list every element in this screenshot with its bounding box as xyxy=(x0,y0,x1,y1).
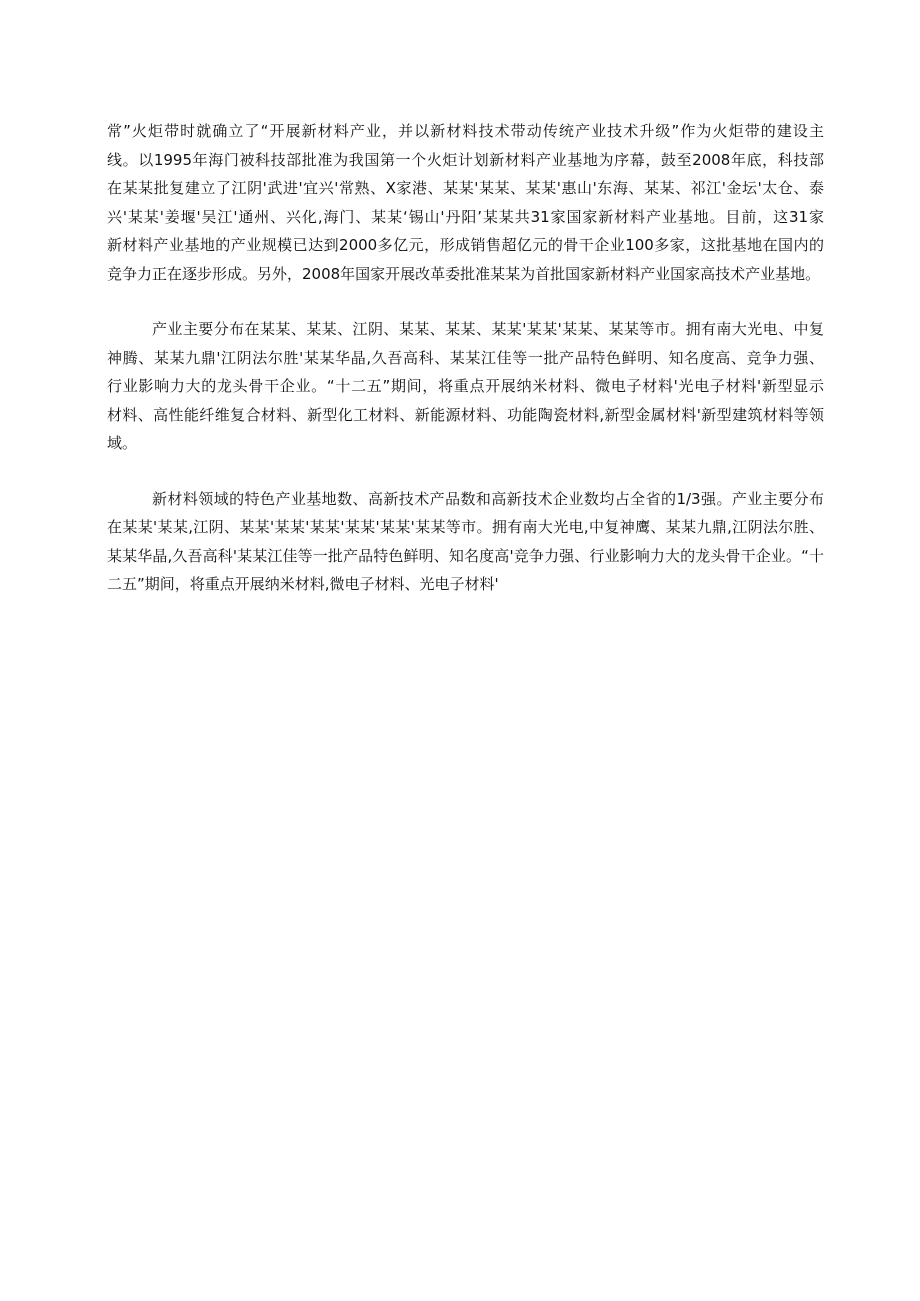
text-line: 域。 xyxy=(107,434,138,452)
paragraph-2 xyxy=(107,315,824,458)
text-line: 行业影响力大的龙头骨干企业。“十二五”期间，将重点开展纳米材料、微电子材料'光电子材料'新型显示 xyxy=(107,377,824,395)
text-line: 在某某批复建立了江阴'武进'宜兴'常熟、X家港、某某'某某、某某'惠山'东海、某某、祁江'金坛'太仓、泰 xyxy=(107,179,824,197)
text-line: 二五”期间，将重点开展纳米材料,微电子材料、光电子材料' xyxy=(107,575,499,593)
paragraph-1 xyxy=(107,117,824,288)
text-line: 线。以1995年海门被科技部批准为我国第一个火炬计划新材料产业基地为序幕，鼓至2008年底，科技部 xyxy=(107,150,824,169)
text-line: 某某华晶,久吾高科'某某江佳等一批产品特色鲜明、知名度高'竞争力强、行业影响力大的龙头骨干企业。“十 xyxy=(107,546,824,565)
text-line: 产业主要分布在某某、某某、江阴、某某、某某、某某'某某'某某、某某等市。拥有南大光电、中复 xyxy=(152,320,824,338)
text-line: 兴'某某'姜堰'吴江'通州、兴化,海门、某某‘锡山'丹阳’某某共31家国家新材料产业基地。目前，这31家 xyxy=(107,207,824,226)
text-line: 常”火炬带时就确立了“开展新材料产业，并以新材料技术带动传统产业技术升级”作为火炬带的建设主 xyxy=(107,122,824,140)
text-line: 材料、高性能纤维复合材料、新型化工材料、新能源材料、功能陶瓷材料,新型金属材料'新型建筑材料等领 xyxy=(107,405,824,424)
text-line: 新材料产业基地的产业规模已达到2000多亿元，形成销售超亿元的骨干企业100多家，这批基地在国内的 xyxy=(107,236,824,254)
text-line: 在某某'某某,江阴、某某'某某'某某'某某'某某'某某等市。拥有南大光电,中复神鹰、某某九鼎,江阴法尔胜、 xyxy=(107,518,824,536)
text-line: 新材料领域的特色产业基地数、高新技术产品数和高新技术企业数均占全省的1/3强。产业主要分布 xyxy=(152,489,824,508)
document-body xyxy=(107,117,824,599)
paragraph-3 xyxy=(107,485,824,599)
text-line: 神腾、某某九鼎'江阴法尔胜'某某华晶,久吾高科、某某江佳等一批产品特色鲜明、知名度高、竞争力强、 xyxy=(107,348,824,367)
text-line: 竞争力正在逐步形成。另外，2008年国家开展改革委批准某某为首批国家新材料产业国家高技术产业基地。 xyxy=(107,264,821,283)
